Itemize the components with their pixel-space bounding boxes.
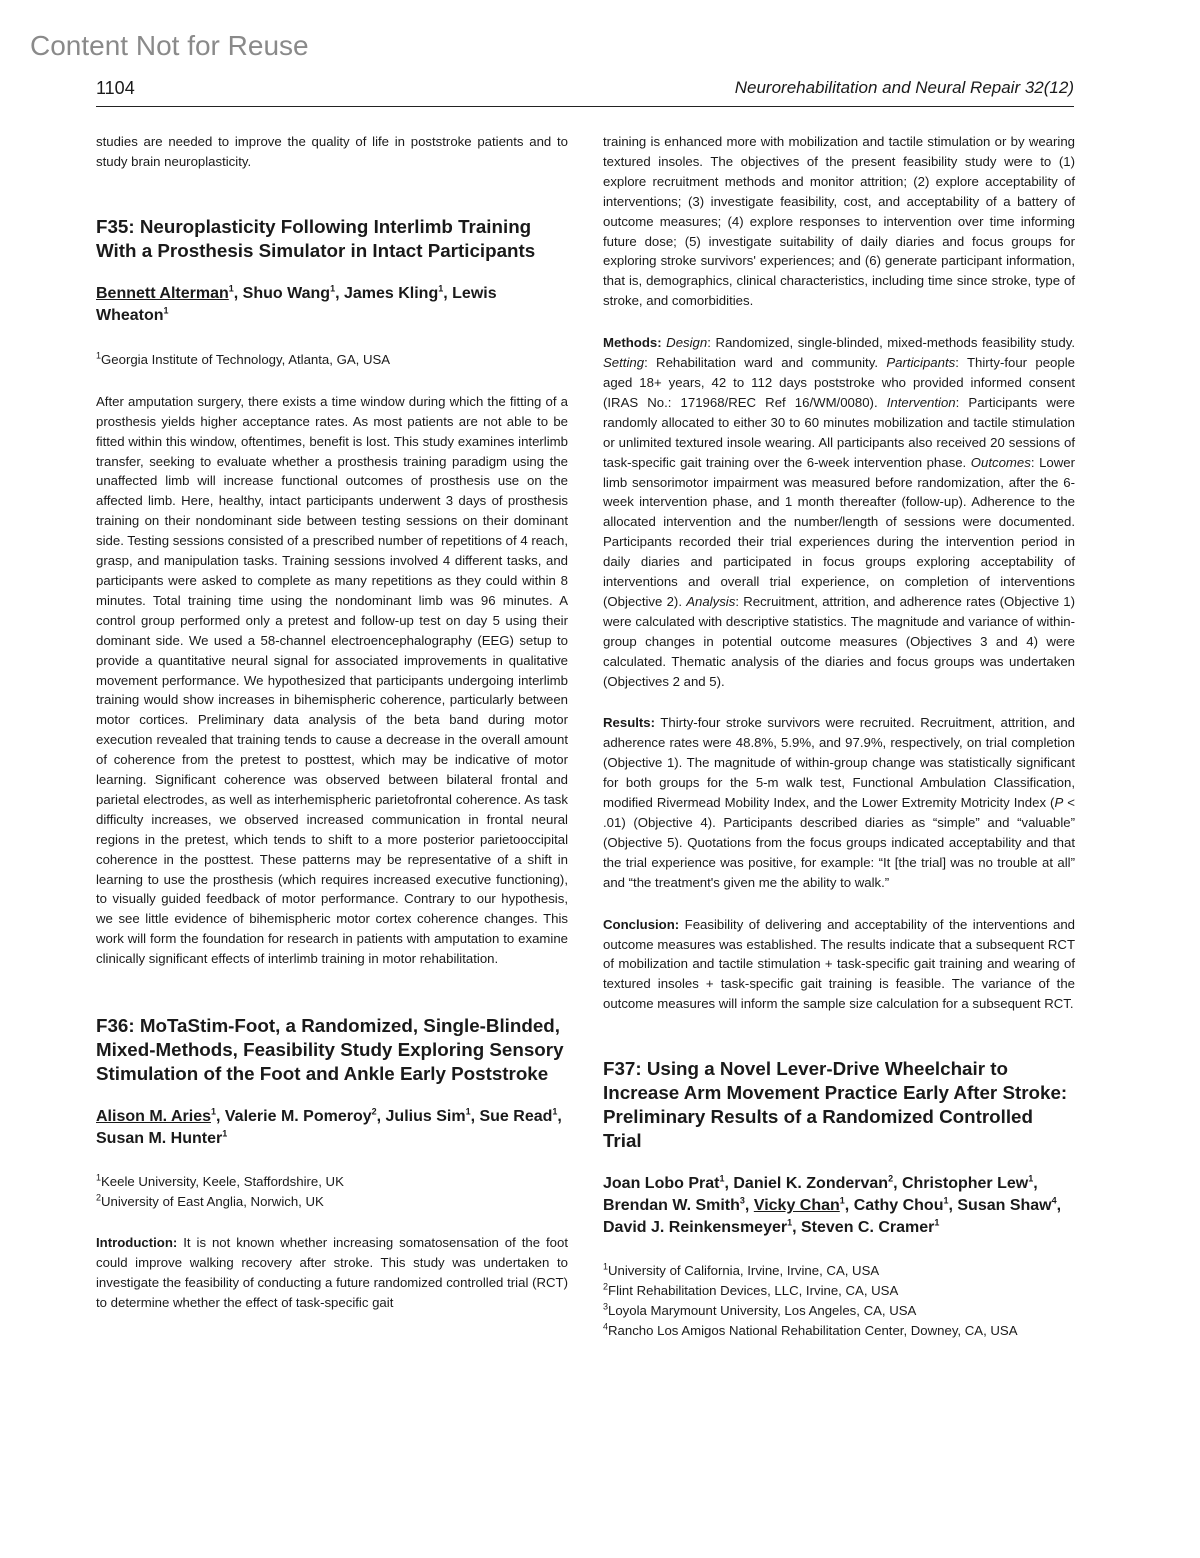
author-name: Daniel K. Zondervan <box>733 1175 889 1193</box>
affiliations-f35 <box>96 350 568 370</box>
author-affiliation-marker: 1 <box>719 1173 725 1184</box>
author-name: Susan M. Hunter <box>96 1130 223 1148</box>
author-name: Bennett Alterman <box>96 284 229 302</box>
author-affiliation-marker: 1 <box>228 283 234 294</box>
intervention-label: Intervention <box>886 394 956 410</box>
left-column <box>96 132 568 1313</box>
page-number: 1104 <box>96 78 135 98</box>
page-header <box>96 78 1074 107</box>
affiliation-line <box>603 1261 1075 1281</box>
affiliation-text: Georgia Institute of Technology, Atlanta, GA, USA <box>101 351 391 367</box>
abstract-title-f35: F35: Neuroplasticity Following Interlimb Training With a Prosthesis Simulator in Intact Participants <box>96 215 536 261</box>
author-name: Susan Shaw <box>957 1197 1052 1215</box>
author-name: Valerie M. Pomeroy <box>224 1108 372 1126</box>
author-affiliation-marker: 1 <box>222 1128 228 1139</box>
setting-label: Setting <box>603 355 645 371</box>
analysis-label: Analysis <box>686 593 736 609</box>
author-affiliation-marker: 1 <box>438 283 444 294</box>
author-affiliation-marker: 1 <box>465 1106 471 1117</box>
conclusion-text: Feasibility of delivering and acceptability of the interventions and outcome measures was established. The results indicate that a subsequent RCT of mobilization and tactile stimulation + task-specific gait training and wearing of textured insoles + task-specific gait training is feasible. The variance of the outcome measures will inform the sample size calculation for a subsequent RCT. <box>603 916 1075 1012</box>
author-name: Sue Read <box>479 1108 553 1126</box>
author-name: Alison M. Aries <box>96 1108 211 1126</box>
participants-label: Participants <box>886 355 956 371</box>
author-list-f35: Bennett Alterman$^1$, Shuo Wang$^1$, James Kling$^1$, Lewis Wheaton$^1$ <box>96 283 497 324</box>
author-name: Brendan W. Smith <box>603 1197 740 1215</box>
abstract-title-f36: F36: MoTaStim-Foot, a Randomized, Single-Blinded, Mixed-Methods, Feasibility Study Exploring Sensory Stimulation of the Foot and Ankle Early Poststroke <box>96 1015 564 1085</box>
author-affiliation-marker: 1 <box>210 1106 216 1117</box>
author-list-f37: Joan Lobo Prat$^1$, Daniel K. Zondervan$^2$, Christopher Lew$^1$, Brendan W. Smith$^3$, Vicky Chan$^1$, Cathy Chou$^1$, Susan Shaw$^4$, David J. Reinkensmeyer$^1$, Steven C. Cramer$^1$ <box>603 1173 1062 1237</box>
results-section <box>603 713 1075 892</box>
affiliation-text: Flint Rehabilitation Devices, LLC, Irvine, CA, USA <box>608 1283 899 1299</box>
outcomes-text: : Lower limb sensorimotor impairment was measured before randomization, after the 6-week intervention phase, and 1 month thereafter (follow-up). Adherence to the allocated intervention and the number/length of sessions were documented. Participants recorded their trial experiences during the intervention period in daily diaries and participated in focus groups exploring acceptability of interventions and overall trial experience, on completion of interventions (Objective 2). <box>603 454 1075 609</box>
conclusion-label: Conclusion: <box>603 916 680 932</box>
results-text-b: < .01) (Objective 4). Participants described diaries as “simple” and “valuable” (Objective 5). Quotations from the focus groups indicated acceptability and that the trial experience was positive, for example: “It [the trial] was no trouble at all” and “the treatment's given me the ability to walk.” <box>603 795 1075 890</box>
affiliation-marker: 4 <box>603 1321 609 1332</box>
setting-text: : Rehabilitation ward and community. <box>644 355 887 371</box>
intervention-text: : Participants were randomly allocated to either 30 to 60 minutes mobilization and tactile stimulation or unlimited textured insole wearing. All participants also received 20 sessions of task-specific gait training over the 6-week intervention phase. <box>603 394 1075 470</box>
analysis-text: : Recruitment, attrition, and adherence rates (Objective 1) were calculated with descriptive statistics. The magnitude and variance of within-group changes in potential outcome measures (Objectives 3 and 4) were calculated. Thematic analysis of the diaries and focus groups was undertaken (Objectives 2 and 5). <box>603 593 1075 689</box>
methods-section <box>603 333 1075 691</box>
author-affiliation-marker: 1 <box>943 1195 949 1206</box>
affiliation-marker: 1 <box>96 350 102 361</box>
author-affiliation-marker: 2 <box>888 1173 894 1184</box>
affiliation-line <box>96 1192 568 1212</box>
right-column <box>603 132 1075 1341</box>
participants-text: : Thirty-four people aged 18+ years, 42 to 112 days poststroke who provided informed consent (IRAS No.: 171968/REC Ref 16/WM/0080). <box>603 355 1075 410</box>
affiliation-text: University of East Anglia, Norwich, UK <box>101 1194 324 1210</box>
p-value-symbol: P <box>1054 795 1064 811</box>
watermark: Content Not for Reuse <box>30 30 309 61</box>
affiliation-text: University of California, Irvine, Irvine, CA, USA <box>608 1263 880 1279</box>
affiliation-line <box>603 1281 1075 1301</box>
affiliation-line <box>96 350 568 370</box>
affiliation-marker: 1 <box>603 1261 609 1272</box>
journal-title: Neurorehabilitation and Neural Repair 32(12) <box>734 78 1074 97</box>
affiliation-line <box>603 1321 1075 1341</box>
outcomes-label: Outcomes <box>970 454 1031 470</box>
continued-introduction: training is enhanced more with mobilization and tactile stimulation or by wearing textured insoles. The objectives of the present feasibility study were to (1) explore recruitment methods and monitor attrition; (2) explore acceptability of interventions; (3) investigate feasibility, cost, and acceptability of a battery of outcome measures; (4) explore responses to intervention over time informing future dose; (5) investigate suitability of daily diaries and focus groups for exploring stroke survivors' experiences; and (6) generate participant information, that is, demographics, clinical characteristics, including time since stroke, type of stroke, and comorbidities. <box>603 134 1075 309</box>
design-text: : Randomized, single-blinded, mixed-methods feasibility study. <box>707 335 1075 351</box>
author-list-f36: Alison M. Aries$^1$, Valerie M. Pomeroy$^2$, Julius Sim$^1$, Sue Read$^1$, Susan M. Hunter$^1$ <box>96 1106 562 1148</box>
abstract-body-f35: After amputation surgery, there exists a time window during which the fitting of a prosthesis yields higher acceptance rates. As most patients are not able to be fitted within this window, oftentimes, benefit is lost. This study examines interlimb transfer, seeking to evaluate whether a prosthesis training paradigm using the unaffected limb will increase functional outcomes of prosthesis use on the affected limb. Here, healthy, intact participants underwent 3 days of prosthesis training on their nondominant side between testing sessions on their dominant side. Testing sessions consisted of a prescribed number of repetitions of 4 reach, grasp, and manipulation tasks. Training sessions involved 4 different tasks, and participants were asked to complete as many repetitions as they could within 8 minutes. Total training time using the nondominant limb was 96 minutes. A control group performed only a pretest and follow-up test on day 5 using their dominant side. We used a 58-channel electroencephalography (EEG) setup to provide a quantitative neural signal for associated improvements in qualitative movement performance. We hypothesized that participants undergoing interlimb training would show increases in bihemispheric coherence, particularly between motor cortices. Preliminary data analysis of the beta band during motor execution revealed that training tends to cause a decrease in the overall amount of coherence from the pretest to posttest, which may be indicative of motor learning. Significant coherence was observed between bilateral frontal and parietal electrodes, as well as interhemispheric parietofrontal coherence. As task difficulty increases, we observed increased communication in frontal neural regions in the pretest, which tends to shift to a more posterior parietooccipital coherence in the posttest. These patterns may be representative of a shift in learning to use the prosthesis (which requires increased executive functioning), to visually guided feedback of motor performance. Contrary to our hypothesis, we see little evidence of bihemispheric motor cortex coherence changes. This work will form the foundation for research in patients with amputation to examine clinically significant effects of interlimb training in motor rehabilitation. <box>96 393 568 967</box>
introduction-text: It is not known whether increasing somatosensation of the foot could improve walking recovery after stroke. This study was undertaken to investigate the feasibility of conducting a future randomized controlled trial (RCT) to determine whether the effect of task-specific gait <box>96 1235 568 1310</box>
abstract-title-f37: F37: Using a Novel Lever-Drive Wheelchair to Increase Arm Movement Practice Early After Stroke: Preliminary Results of a Randomized Controlled Trial <box>603 1058 1068 1152</box>
author-affiliation-marker: 2 <box>371 1106 377 1117</box>
affiliations-f37 <box>603 1261 1075 1341</box>
author-affiliation-marker: 1 <box>787 1217 793 1228</box>
author-name: James Kling <box>343 284 439 302</box>
author-name: Steven C. Cramer <box>801 1219 935 1237</box>
affiliation-line <box>603 1301 1075 1321</box>
continued-text: studies are needed to improve the quality of life in poststroke patients and to study brain neuroplasticity. <box>96 134 568 169</box>
author-affiliation-marker: 1 <box>552 1106 558 1117</box>
affiliation-line <box>96 1172 568 1192</box>
author-name: Lewis Wheaton <box>96 284 497 324</box>
introduction-f36 <box>96 1233 568 1313</box>
affiliation-marker: 2 <box>96 1192 102 1203</box>
author-affiliation-marker: 1 <box>330 283 336 294</box>
author-affiliation-marker: 1 <box>839 1195 845 1206</box>
author-affiliation-marker: 4 <box>1051 1195 1057 1206</box>
results-text-a: Thirty-four stroke survivors were recruited. Recruitment, attrition, and adherence rates were 48.8%, 5.9%, and 97.9%, respectively, on trial completion (Objective 1). The magnitude of within-group change was statistically significant for both groups for the 5-m walk test, Functional Ambulation Classification, modified Rivermead Mobility Index, and the Lower Extremity Motricity Index ( <box>603 715 1075 811</box>
author-name: Vicky Chan <box>753 1197 840 1215</box>
design-label: Design <box>666 335 708 351</box>
conclusion-section <box>603 915 1075 1015</box>
author-affiliation-marker: 1 <box>163 305 169 316</box>
affiliation-text: Keele University, Keele, Staffordshire, UK <box>101 1174 344 1190</box>
methods-label: Methods: <box>603 335 662 351</box>
author-affiliation-marker: 1 <box>1028 1173 1034 1184</box>
introduction-label: Introduction: <box>96 1235 178 1251</box>
author-name: Christopher Lew <box>901 1175 1029 1193</box>
author-name: Shuo Wang <box>242 284 331 302</box>
author-affiliation-marker: 1 <box>934 1217 940 1228</box>
affiliation-text: Loyola Marymount University, Los Angeles, CA, USA <box>608 1303 917 1319</box>
results-label: Results: <box>603 715 656 731</box>
author-name: Cathy Chou <box>853 1197 944 1215</box>
affiliation-marker: 1 <box>96 1172 102 1183</box>
affiliation-marker: 2 <box>603 1281 609 1292</box>
author-name: Joan Lobo Prat <box>603 1175 720 1193</box>
author-name: David J. Reinkensmeyer <box>603 1219 788 1237</box>
author-affiliation-marker: 3 <box>739 1195 745 1206</box>
author-name: Julius Sim <box>385 1108 466 1126</box>
affiliation-text: Rancho Los Amigos National Rehabilitation Center, Downey, CA, USA <box>608 1323 1018 1339</box>
affiliation-marker: 3 <box>603 1301 609 1312</box>
affiliations-f36 <box>96 1172 568 1212</box>
